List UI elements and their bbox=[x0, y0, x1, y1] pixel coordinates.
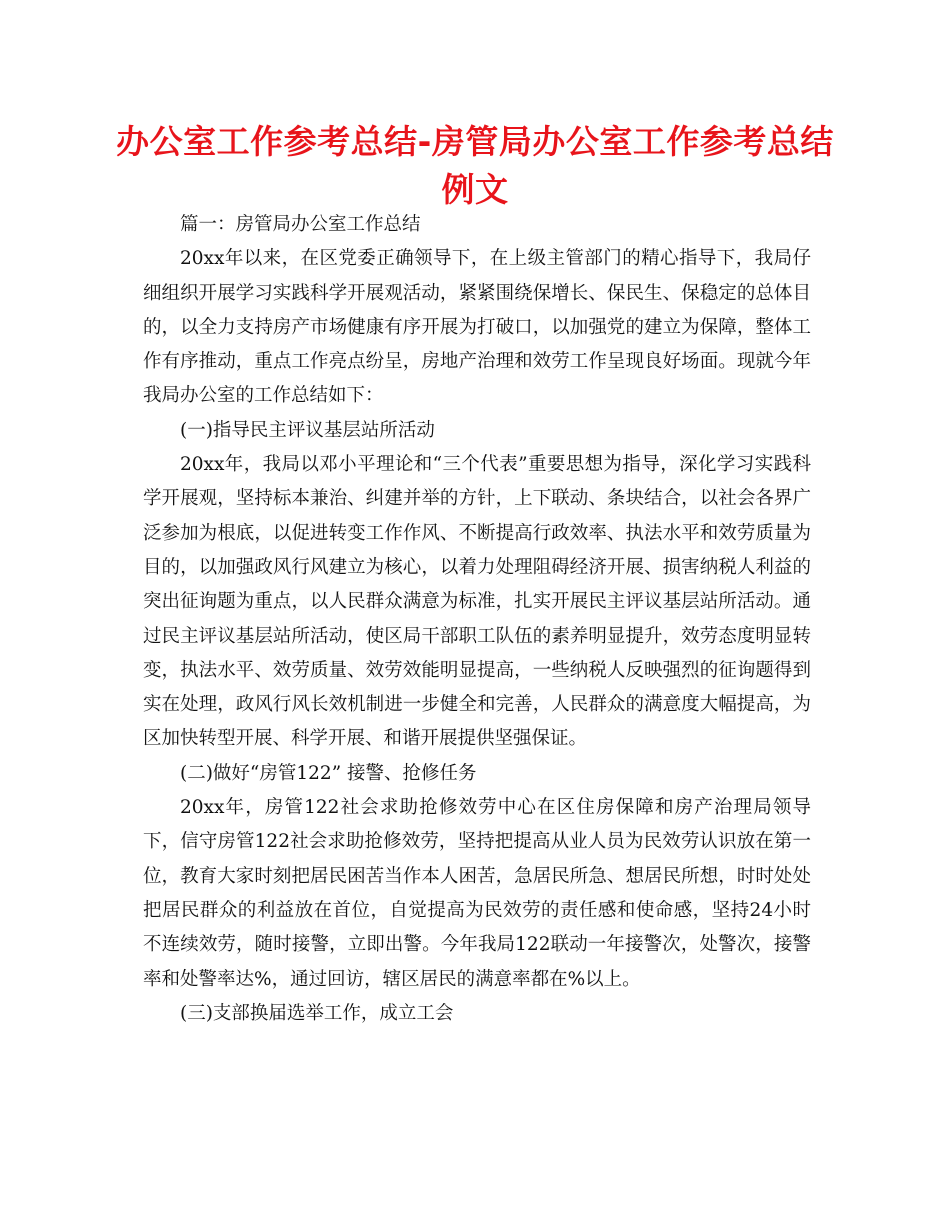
body-paragraph: 20xx年以来，在区党委正确领导下，在上级主管部门的精心指导下，我局仔细组织开展学习实践科学开展观活动，紧紧围绕保增长、保民生、保稳定的总体目的，以全力支持房产市场健康有序开展为打破口，以加强党的建立为保障，整体工作有序推动，重点工作亮点纷呈，房地产治理和效劳工作呈现良好场面。现就今年我局办公室的工作总结如下： bbox=[143, 248, 811, 407]
section-heading: (一)指导民主评议基层站所活动 bbox=[180, 419, 435, 441]
section-heading: 篇一：房管局办公室工作总结 bbox=[180, 214, 421, 235]
document-title: 办公室工作参考总结-房管局办公室工作参考总结例文 bbox=[116, 122, 834, 209]
section-heading: (三)支部换届选举工作，成立工会 bbox=[180, 1002, 454, 1024]
body-paragraph: 20xx年，房管122社会求助抢修效劳中心在区住房保障和房产治理局领导下，信守房管122社会求助抢修效劳，坚持把提高从业人员为民效劳认识放在第一位，教育大家时刻把居民困苦当作本人困苦，急居民所急、想居民所想，时时处处把居民群众的利益放在首位，自觉提高为民效劳的责任感和使命感，坚持24小时不连续效劳，随时接警，立即出警。今年我局122联动一年接警次，处警次，接警率和处警率达%，通过回访，辖区居民的满意率都在%以上。 bbox=[143, 797, 811, 990]
document-body bbox=[143, 208, 811, 1031]
body-paragraph: 20xx年，我局以邓小平理论和“三个代表”重要思想为指导，深化学习实践科学开展观，坚持标本兼治、纠建并举的方针，上下联动、条块结合，以社会各界广泛参加为根底，以促进转变工作作风、不断提高行政效率、执法水平和效劳质量为目的，以加强政风行风建立为核心，以着力处理阻碍经济开展、损害纳税人利益的突出征询题为重点，以人民群众满意为标准，扎实开展民主评议基层站所活动。通过民主评议基层站所活动，使区局干部职工队伍的素养明显提升，效劳态度明显转变，执法水平、效劳质量、效劳效能明显提高，一些纳税人反映强烈的征询题得到实在处理，政风行风长效机制进一步健全和完善，人民群众的满意度大幅提高，为区加快转型开展、科学开展、和谐开展提供坚强保证。 bbox=[143, 454, 811, 750]
section-heading: (二)做好“房管122” 接警、抢修任务 bbox=[180, 762, 477, 784]
